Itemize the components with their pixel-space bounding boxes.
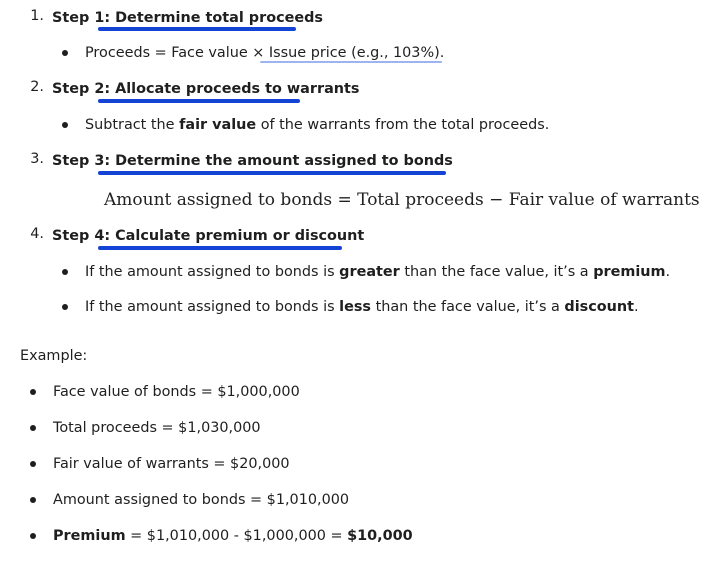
step-title: : Determine the amount assigned to bonds (104, 153, 453, 169)
text: Issue price (e.g., 103%). (268, 45, 445, 61)
bold-text: less (339, 299, 371, 315)
highlight-underline (98, 171, 446, 175)
bullet-icon (30, 389, 36, 395)
bullet-icon (62, 304, 68, 310)
formula-term: Fair value of warrants (508, 190, 700, 210)
step-number: 2. (30, 79, 44, 95)
text: Subtract the (85, 117, 180, 133)
formula-lhs: Amount assigned to bonds (104, 190, 333, 210)
bullet-icon (30, 425, 36, 431)
highlight-underline (98, 246, 342, 250)
bold-text: Premium (53, 528, 126, 544)
step-number: 4. (30, 226, 44, 242)
list-item (85, 262, 670, 282)
highlight-underline (98, 99, 300, 103)
formula (104, 190, 700, 210)
bullet-icon (62, 50, 68, 56)
bold-text: premium (593, 264, 666, 280)
list-item (53, 526, 413, 546)
step-heading (52, 8, 323, 28)
bold-text: fair value (179, 117, 257, 133)
step-num: 2 (94, 81, 105, 97)
step-heading (52, 151, 453, 171)
list-item (85, 43, 444, 63)
highlight-underline (260, 61, 442, 63)
text: If the amount assigned to bonds is (85, 264, 340, 280)
text: = $1,010,000 - $1,000,000 = (125, 528, 348, 544)
bullet-icon (30, 497, 36, 503)
step-prefix: Step (52, 153, 95, 169)
list-item: Face value of bonds = $1,000,000 (53, 384, 300, 400)
highlight-underline (98, 27, 296, 31)
example-heading: Example: (20, 348, 88, 364)
formula-minus: − (483, 190, 509, 210)
step-number: 3. (30, 151, 44, 167)
list-item (85, 297, 639, 317)
bullet-icon (62, 269, 68, 275)
text: than the face value, it’s a (371, 299, 565, 315)
step-heading (52, 79, 359, 99)
bullet-icon (30, 533, 36, 539)
list-item: Total proceeds = $1,030,000 (53, 420, 261, 436)
text: . (634, 299, 639, 315)
text: . (665, 264, 671, 280)
step-num: 1 (94, 10, 105, 26)
step-number: 1. (30, 8, 44, 24)
text: If the amount assigned to bonds is (85, 299, 340, 315)
step-heading (52, 226, 364, 246)
step-title: : Allocate proceeds to warrants (104, 81, 360, 97)
text: than the face value, it’s a (399, 264, 594, 280)
step-title: : Determine total proceeds (104, 10, 323, 26)
list-item (85, 115, 549, 135)
step-prefix: Step (52, 228, 95, 244)
step-num: 4 (94, 228, 105, 244)
list-item: Fair value of warrants = $20,000 (53, 456, 290, 472)
bullet-icon (30, 461, 36, 467)
step-prefix: Step (52, 81, 95, 97)
text: Proceeds = Face value × (85, 45, 269, 61)
formula-term: Total proceeds (357, 190, 484, 210)
step-title: : Calculate premium or discount (104, 228, 365, 244)
bold-text: greater (339, 264, 400, 280)
step-prefix: Step (52, 10, 95, 26)
bullet-icon (62, 122, 68, 128)
formula-equals: = (332, 190, 358, 210)
list-item: Amount assigned to bonds = $1,010,000 (53, 492, 350, 508)
bold-text: $10,000 (347, 528, 413, 544)
text: of the warrants from the total proceeds. (256, 117, 550, 133)
step-num: 3 (94, 153, 105, 169)
bold-text: discount (564, 299, 634, 315)
